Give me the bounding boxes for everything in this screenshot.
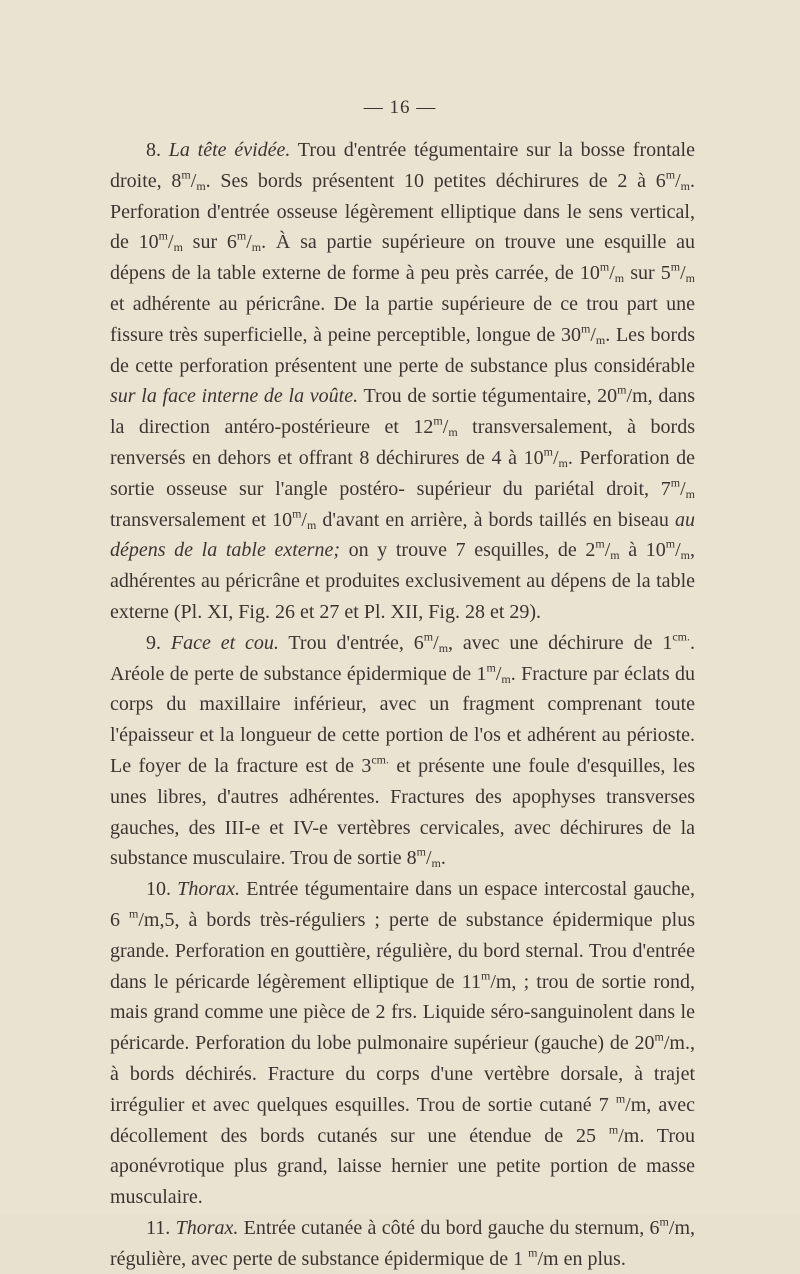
page-number-header: — 16 — — [363, 97, 437, 118]
text-run: Trou de sortie tégumentaire, 20 — [358, 385, 618, 408]
text-run: . — [440, 847, 446, 870]
italic-phrase: sur la face interne de la voûte. — [110, 385, 359, 408]
unit-superscript: m — [181, 167, 191, 182]
text-run: / — [442, 416, 449, 439]
unit-superscript: m — [665, 167, 676, 182]
unit-superscript: m — [433, 413, 443, 428]
unit-subscript: m — [431, 856, 441, 871]
text-run: / — [675, 169, 681, 192]
text-run: /m. Trou aponévrotique plus grand, laisse hernier une petite portion de masse musculaire. — [110, 1124, 695, 1209]
text-run: /m, dans la direction antéro-postérieure et 12 — [110, 385, 695, 439]
unit-subscript: m — [680, 548, 690, 563]
unit-superscript: m — [599, 259, 610, 274]
unit-subscript: m — [196, 178, 206, 193]
unit-superscript: m — [292, 506, 302, 521]
text-run: / — [433, 631, 439, 654]
italic-phrase: au dépens de la table externe; — [110, 508, 695, 562]
unit-subscript: m — [680, 178, 691, 193]
text-run: / — [590, 323, 596, 346]
text-run: /m en plus. — [537, 1247, 626, 1270]
unit-superscript: m — [654, 1029, 664, 1044]
text-run: à 10 — [619, 539, 666, 562]
paragraph-text — [110, 878, 695, 1208]
text-run: / — [680, 262, 686, 285]
paragraph-8 — [110, 135, 695, 628]
paragraph-number: 11. — [146, 1216, 171, 1239]
text-run: sur 6 — [182, 231, 237, 254]
unit-subscript: m — [610, 548, 620, 563]
unit-superscript: m — [617, 382, 627, 397]
text-run: . À sa partie supérieure on trouve une esquille au dépens de la table externe de forme à peu près carrée, de 10 — [110, 231, 695, 285]
unit-superscript: m — [659, 1214, 669, 1229]
unit-superscript: m — [608, 1122, 619, 1137]
unit-subscript: m — [251, 240, 262, 255]
text-run: / — [425, 847, 432, 870]
unit-subscript: m — [685, 486, 695, 501]
unit-superscript: m — [486, 660, 496, 675]
text-run: / — [301, 508, 307, 531]
text-run: / — [609, 262, 615, 285]
text-run: et adhérente au péricrâne. De la partie supérieure de ce trou part une fissure très superficielle, à peine perceptible, longue de 30 — [110, 292, 695, 346]
text-run: transversalement et 10 — [110, 508, 293, 531]
unit-superscript: m — [595, 536, 605, 551]
unit-superscript: m — [670, 259, 681, 274]
text-run: / — [680, 477, 686, 500]
unit-superscript: m — [543, 444, 553, 459]
text-run: /m,5, à bords très-réguliers ; perte de substance épidermique plus grande. Perforation en gouttière, régulière, du bord sternal. Trou d'entrée dans le péricarde légèrement elliptique de 11 — [110, 908, 696, 993]
paragraph-text — [110, 139, 695, 623]
unit-superscript: m — [423, 629, 434, 644]
page-body — [110, 135, 695, 1274]
text-run: /m, régulière, avec perte de substance épidermique de 1 — [110, 1216, 696, 1270]
text-run: Entrée cutanée à côté du bord gauche du sternum, 6 — [238, 1216, 660, 1239]
paragraph-number: 9. — [146, 631, 161, 654]
paragraph-title: Thorax. — [177, 878, 241, 901]
unit-subscript: m — [614, 271, 625, 286]
paragraph-title: Face et cou. — [170, 631, 279, 654]
text-run: / — [552, 446, 559, 469]
text-run: , avec une déchirure de 1 — [448, 631, 673, 654]
paragraph-title: Thorax. — [175, 1216, 239, 1239]
text-run: . Aréole de perte de substance épidermique de 1 — [110, 631, 695, 685]
unit-superscript: m — [670, 475, 681, 490]
text-run: Entrée tégumentaire dans un espace intercostal gauche, 6 — [110, 878, 695, 931]
unit-subscript: m — [595, 332, 606, 347]
text-run: / — [495, 662, 502, 685]
text-run: et présente une foule d'esquilles, les unes libres, d'autres adhérentes. Fractures des apophyses transverses gauches, des III-e et IV-e vertèbres cervicales, avec déchirures de la substance musculaire. Trou de sortie 8 — [110, 754, 695, 870]
text-run: / — [675, 539, 681, 562]
unit-superscript: cm. — [371, 752, 390, 767]
text-run: sur 5 — [624, 262, 671, 285]
unit-superscript: m — [129, 906, 139, 921]
paragraph-number: 8. — [146, 139, 161, 161]
text-run: . Fracture par éclats du corps du maxillaire inférieur, avec un fragment comprenant toute l'épaisseur et la longueur de cette portion de l'os et adhérent au périoste. Le foyer de la fracture est de 3 — [110, 662, 695, 777]
paragraph-title: La tête évidée. — [168, 139, 291, 161]
text-run: transversalement, à bords renversés en dehors et offrant 8 déchirures de 4 à 10 — [110, 416, 695, 469]
unit-subscript: m — [501, 671, 511, 686]
unit-superscript: m — [416, 844, 426, 859]
unit-superscript: m — [158, 229, 168, 243]
unit-superscript: m — [528, 1245, 538, 1260]
paragraph-text — [110, 629, 695, 871]
unit-subscript: m — [685, 271, 695, 286]
text-run: / — [604, 539, 611, 562]
text-run: . Ses bords présentent 10 petites déchirures de 2 à 6 — [205, 169, 666, 192]
text-run: . Les bords de cette perforation présentent une perte de substance plus considérable — [110, 323, 695, 377]
unit-subscript: m — [438, 640, 449, 655]
text-run: /m, avec décollement des bords cutanés sur une étendue de 25 — [110, 1093, 695, 1147]
unit-subscript: m — [448, 425, 458, 440]
unit-subscript: m — [558, 455, 568, 470]
paragraph-10 — [110, 874, 695, 1213]
unit-superscript: m — [236, 229, 247, 243]
unit-superscript: m — [615, 1091, 626, 1106]
paragraph-11 — [110, 1213, 695, 1274]
unit-superscript: m — [480, 968, 491, 983]
paragraph-9 — [110, 628, 695, 874]
text-run: . Perforation d'entrée osseuse légèrement elliptique dans le sens vertical, de 10 — [110, 169, 696, 254]
unit-superscript: m — [581, 321, 591, 336]
unit-subscript: m — [173, 240, 183, 255]
text-run: Trou d'entrée, 6 — [278, 631, 424, 654]
text-run: , adhérentes au péricrâne et produites exclusivement au dépens de la table externe (Pl. XI, Fig. 26 et 27 et Pl. XII, Fig. 28 et 29). — [110, 539, 695, 623]
paragraph-number: 10. — [146, 878, 171, 901]
text-run: /m, ; trou de sortie rond, mais grand comme une pièce de 2 frs. Liquide séro-sanguinolent dans le péricarde. Perforation du lobe pulmonaire supérieur (gauche) de 20 — [110, 970, 695, 1055]
text-run: / — [246, 231, 252, 254]
unit-superscript: m — [665, 536, 676, 551]
text-run: / — [190, 169, 197, 192]
text-run: . Perforation de sortie osseuse sur l'angle postéro- supérieur du pariétal droit, 7 — [110, 446, 695, 500]
unit-subscript: m — [306, 517, 317, 532]
text-run: Trou d'entrée tégumentaire sur la bosse frontale droite, 8 — [110, 139, 695, 192]
unit-superscript: cm. — [672, 629, 690, 644]
text-run: /m., à bords déchirés. Fracture du corps d'une vertèbre dorsale, à trajet irrégulier et avec quelques esquilles. Trou de sortie cutané 7 — [110, 1032, 695, 1116]
text-run: / — [168, 231, 174, 254]
text-run: d'avant en arrière, à bords taillés en biseau — [316, 508, 675, 531]
text-run: on y trouve 7 esquilles, de 2 — [339, 539, 596, 562]
